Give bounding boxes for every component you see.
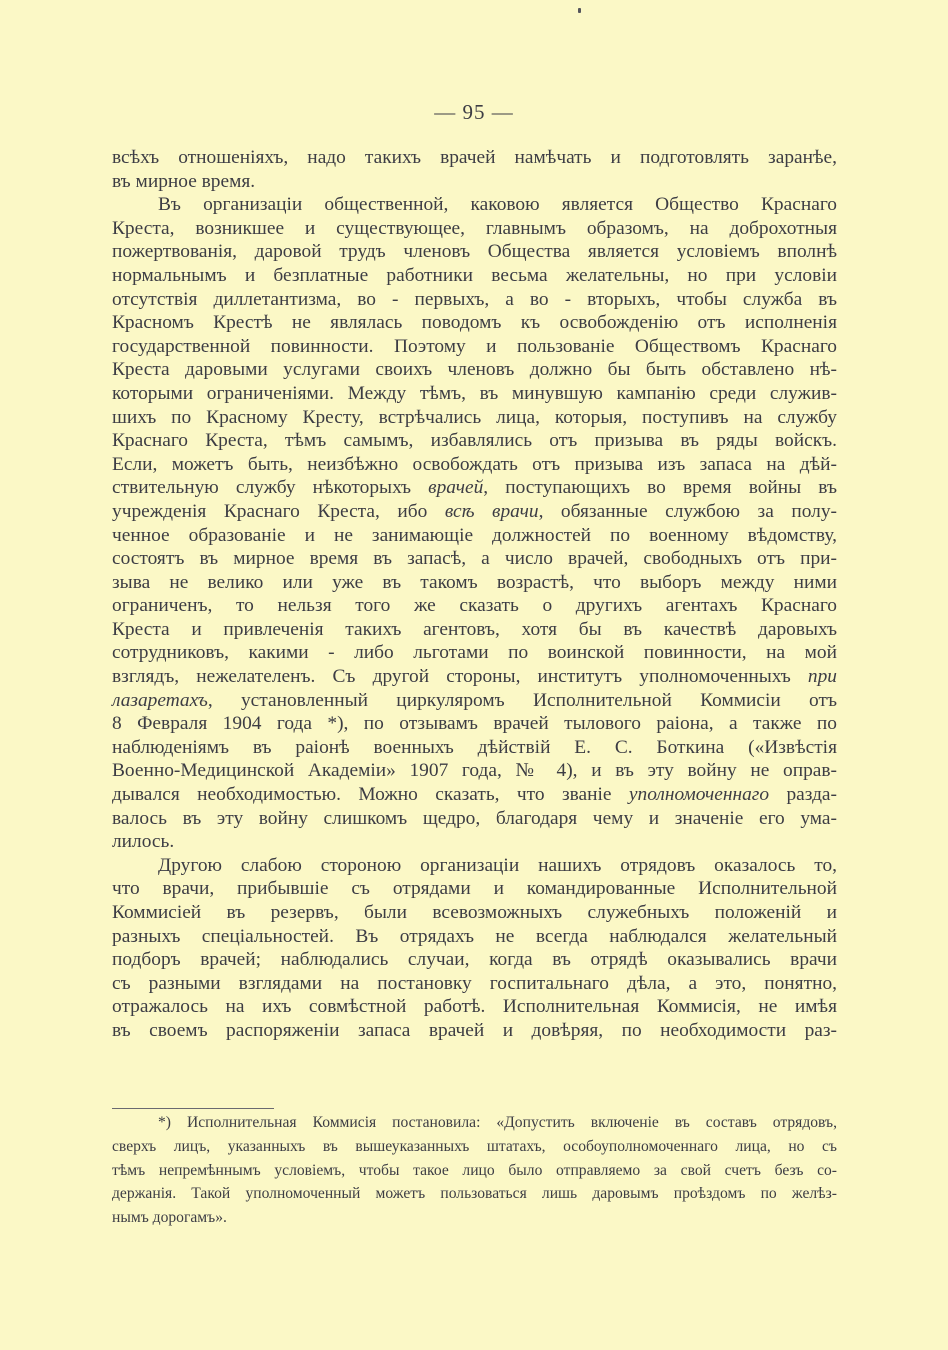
text-line bbox=[112, 665, 837, 689]
body-text bbox=[112, 146, 837, 1043]
text-line: нормальнымъ и безплатные работники весьма желательны, но при условіи bbox=[112, 264, 837, 286]
footnote bbox=[112, 1111, 837, 1230]
text-line: зыва не велико или уже въ такомъ возрастѣ, что выборъ между ними bbox=[112, 571, 837, 593]
text-line: отражалось на ихъ совмѣстной работѣ. Исполнительная Коммисія, не имѣя bbox=[112, 996, 837, 1018]
text-line: Коммисіей въ резервъ, были всевозможныхъ служебныхъ положеній и bbox=[112, 902, 837, 923]
text-line: государственной повинности. Поэтому и пользованіе Обществомъ Краснаго bbox=[112, 335, 837, 357]
text-line bbox=[112, 689, 837, 713]
text-line: Если, можетъ быть, неизбѣжно освобождать отъ призыва изъ запаса на дѣй- bbox=[112, 453, 837, 475]
text-fragment: , поступающихъ во время войны въ bbox=[483, 477, 837, 499]
print-speck bbox=[578, 8, 581, 13]
text-fragment: учрежденія Краснаго Креста, ибо bbox=[112, 500, 445, 522]
text-line: валось въ эту войну слишкомъ щедро, благодаря чему и значеніе его ума- bbox=[112, 807, 837, 829]
text-line: Креста и привлеченія такихъ агентовъ, хотя бы въ качествѣ даровыхъ bbox=[112, 618, 837, 640]
text-line bbox=[112, 783, 837, 807]
italic-emphasis: всѣ врачи bbox=[444, 500, 539, 522]
text-line: состоятъ въ мирное время въ запасѣ, а число врачей, свободныхъ отъ при- bbox=[112, 548, 837, 570]
footnote-line: тѣмъ непремѣннымъ условіемъ, чтобы такое лицо было отправляемо за свой счетъ безъ со- bbox=[112, 1161, 837, 1179]
text-line: шихъ по Красному Кресту, встрѣчались лица, которыя, поступивъ на службу bbox=[112, 406, 837, 428]
text-line: всѣхъ отношеніяхъ, надо такихъ врачей намѣчать и подготовлять заранѣе, bbox=[112, 147, 837, 168]
text-fragment: ствительную службу нѣкоторыхъ bbox=[112, 477, 429, 499]
text-line: разныхъ спеціальностей. Въ отрядахъ не всегда наблюдался желательный bbox=[112, 925, 837, 947]
footnote-line: держанія. Такой уполномоченный можетъ пользоваться лишь даровымъ проѣздомъ по желѣз- bbox=[112, 1185, 837, 1203]
italic-emphasis: при bbox=[807, 666, 837, 688]
text-line: въ мирное время. bbox=[112, 170, 256, 192]
text-line: Креста, возникшее и существующее, главнымъ образомъ, на доброхотныя bbox=[112, 217, 837, 239]
text-line: Красномъ Крестѣ не являлась поводомъ къ освобожденію отъ исполненія bbox=[112, 312, 837, 334]
text-line bbox=[112, 476, 837, 500]
footnote-line: сверхъ лицъ, указанныхъ въ вышеуказанныхъ штатахъ, особоуполномоченнаго лица, но съ bbox=[112, 1137, 837, 1155]
page-number: — 95 — bbox=[434, 100, 514, 124]
italic-emphasis: врачей bbox=[428, 477, 484, 499]
text-line: которыми ограниченіями. Между тѣмъ, въ минувшую кампанію среди служив- bbox=[112, 382, 837, 404]
text-fragment: дывался необходимостью. Можно сказать, что званіе bbox=[112, 784, 629, 806]
italic-emphasis: лазаретахъ bbox=[112, 689, 208, 711]
text-line: ограниченъ, то нельзя того же сказать о другихъ агентахъ Краснаго bbox=[112, 595, 837, 617]
footnote-line: нымъ дорогамъ». bbox=[112, 1209, 227, 1227]
text-line: Въ организаціи общественной, каковою является Общество Краснаго bbox=[158, 194, 837, 216]
text-fragment: разда- bbox=[769, 784, 837, 806]
text-line: лилось. bbox=[112, 831, 175, 853]
text-line: ченное образованіе и не занимающіе должностей по военному вѣдомству, bbox=[112, 524, 837, 546]
text-line: отсутствія диллетантизма, во - первыхъ, а во - вторыхъ, чтобы служба въ bbox=[112, 288, 837, 310]
text-line: Другою слабою стороною организаціи нашихъ отрядовъ оказалось то, bbox=[158, 854, 837, 876]
italic-emphasis: уполномоченнаго bbox=[628, 784, 770, 806]
text-line: подборъ врачей; наблюдались случаи, когда въ отрядѣ оказывались врачи bbox=[112, 949, 837, 971]
text-line: Краснаго Креста, тѣмъ самымъ, избавлялись отъ призыва въ ряды войскъ. bbox=[112, 430, 837, 452]
text-line: пожертвованія, даровой трудъ членовъ Общества является условіемъ вполнѣ bbox=[112, 241, 837, 263]
text-line: сотрудниковъ, какими - либо льготами по воинской повинности, на мой bbox=[112, 642, 837, 664]
text-fragment: , обязанные службою за полу- bbox=[538, 500, 837, 522]
text-line: съ разными взглядами на постановку госпитальнаго дѣла, а это, понятно, bbox=[112, 972, 837, 994]
text-line: наблюденіямъ въ раіонѣ военныхъ дѣйствій Е. С. Боткина («Извѣстія bbox=[112, 736, 837, 758]
text-fragment: взглядъ, нежелателенъ. Съ другой стороны, институтъ уполномоченныхъ bbox=[112, 666, 808, 688]
text-line: Военно-Медицинской Академіи» 1907 года, № 4), и въ эту войну не оправ- bbox=[112, 760, 837, 782]
text-line: 8 Февраля 1904 года *), по отзывамъ врачей тылового раіона, а также по bbox=[112, 713, 837, 735]
text-line: въ своемъ распоряженіи запаса врачей и довѣряя, по необходимости раз- bbox=[112, 1019, 837, 1041]
footnote-divider bbox=[112, 1108, 274, 1109]
text-line: что врачи, прибывшіе съ отрядами и командированные Исполнительной bbox=[112, 878, 837, 900]
text-fragment: , установленный циркуляромъ Исполнительной Коммисіи отъ bbox=[207, 689, 837, 711]
footnote-line: *) Исполнительная Коммисія постановила: «Допустить включеніе въ составъ отрядовъ, bbox=[158, 1114, 837, 1131]
text-line: Креста даровыми услугами своихъ членовъ должно бы быть обставлено нѣ- bbox=[112, 359, 837, 381]
text-line bbox=[112, 500, 837, 524]
